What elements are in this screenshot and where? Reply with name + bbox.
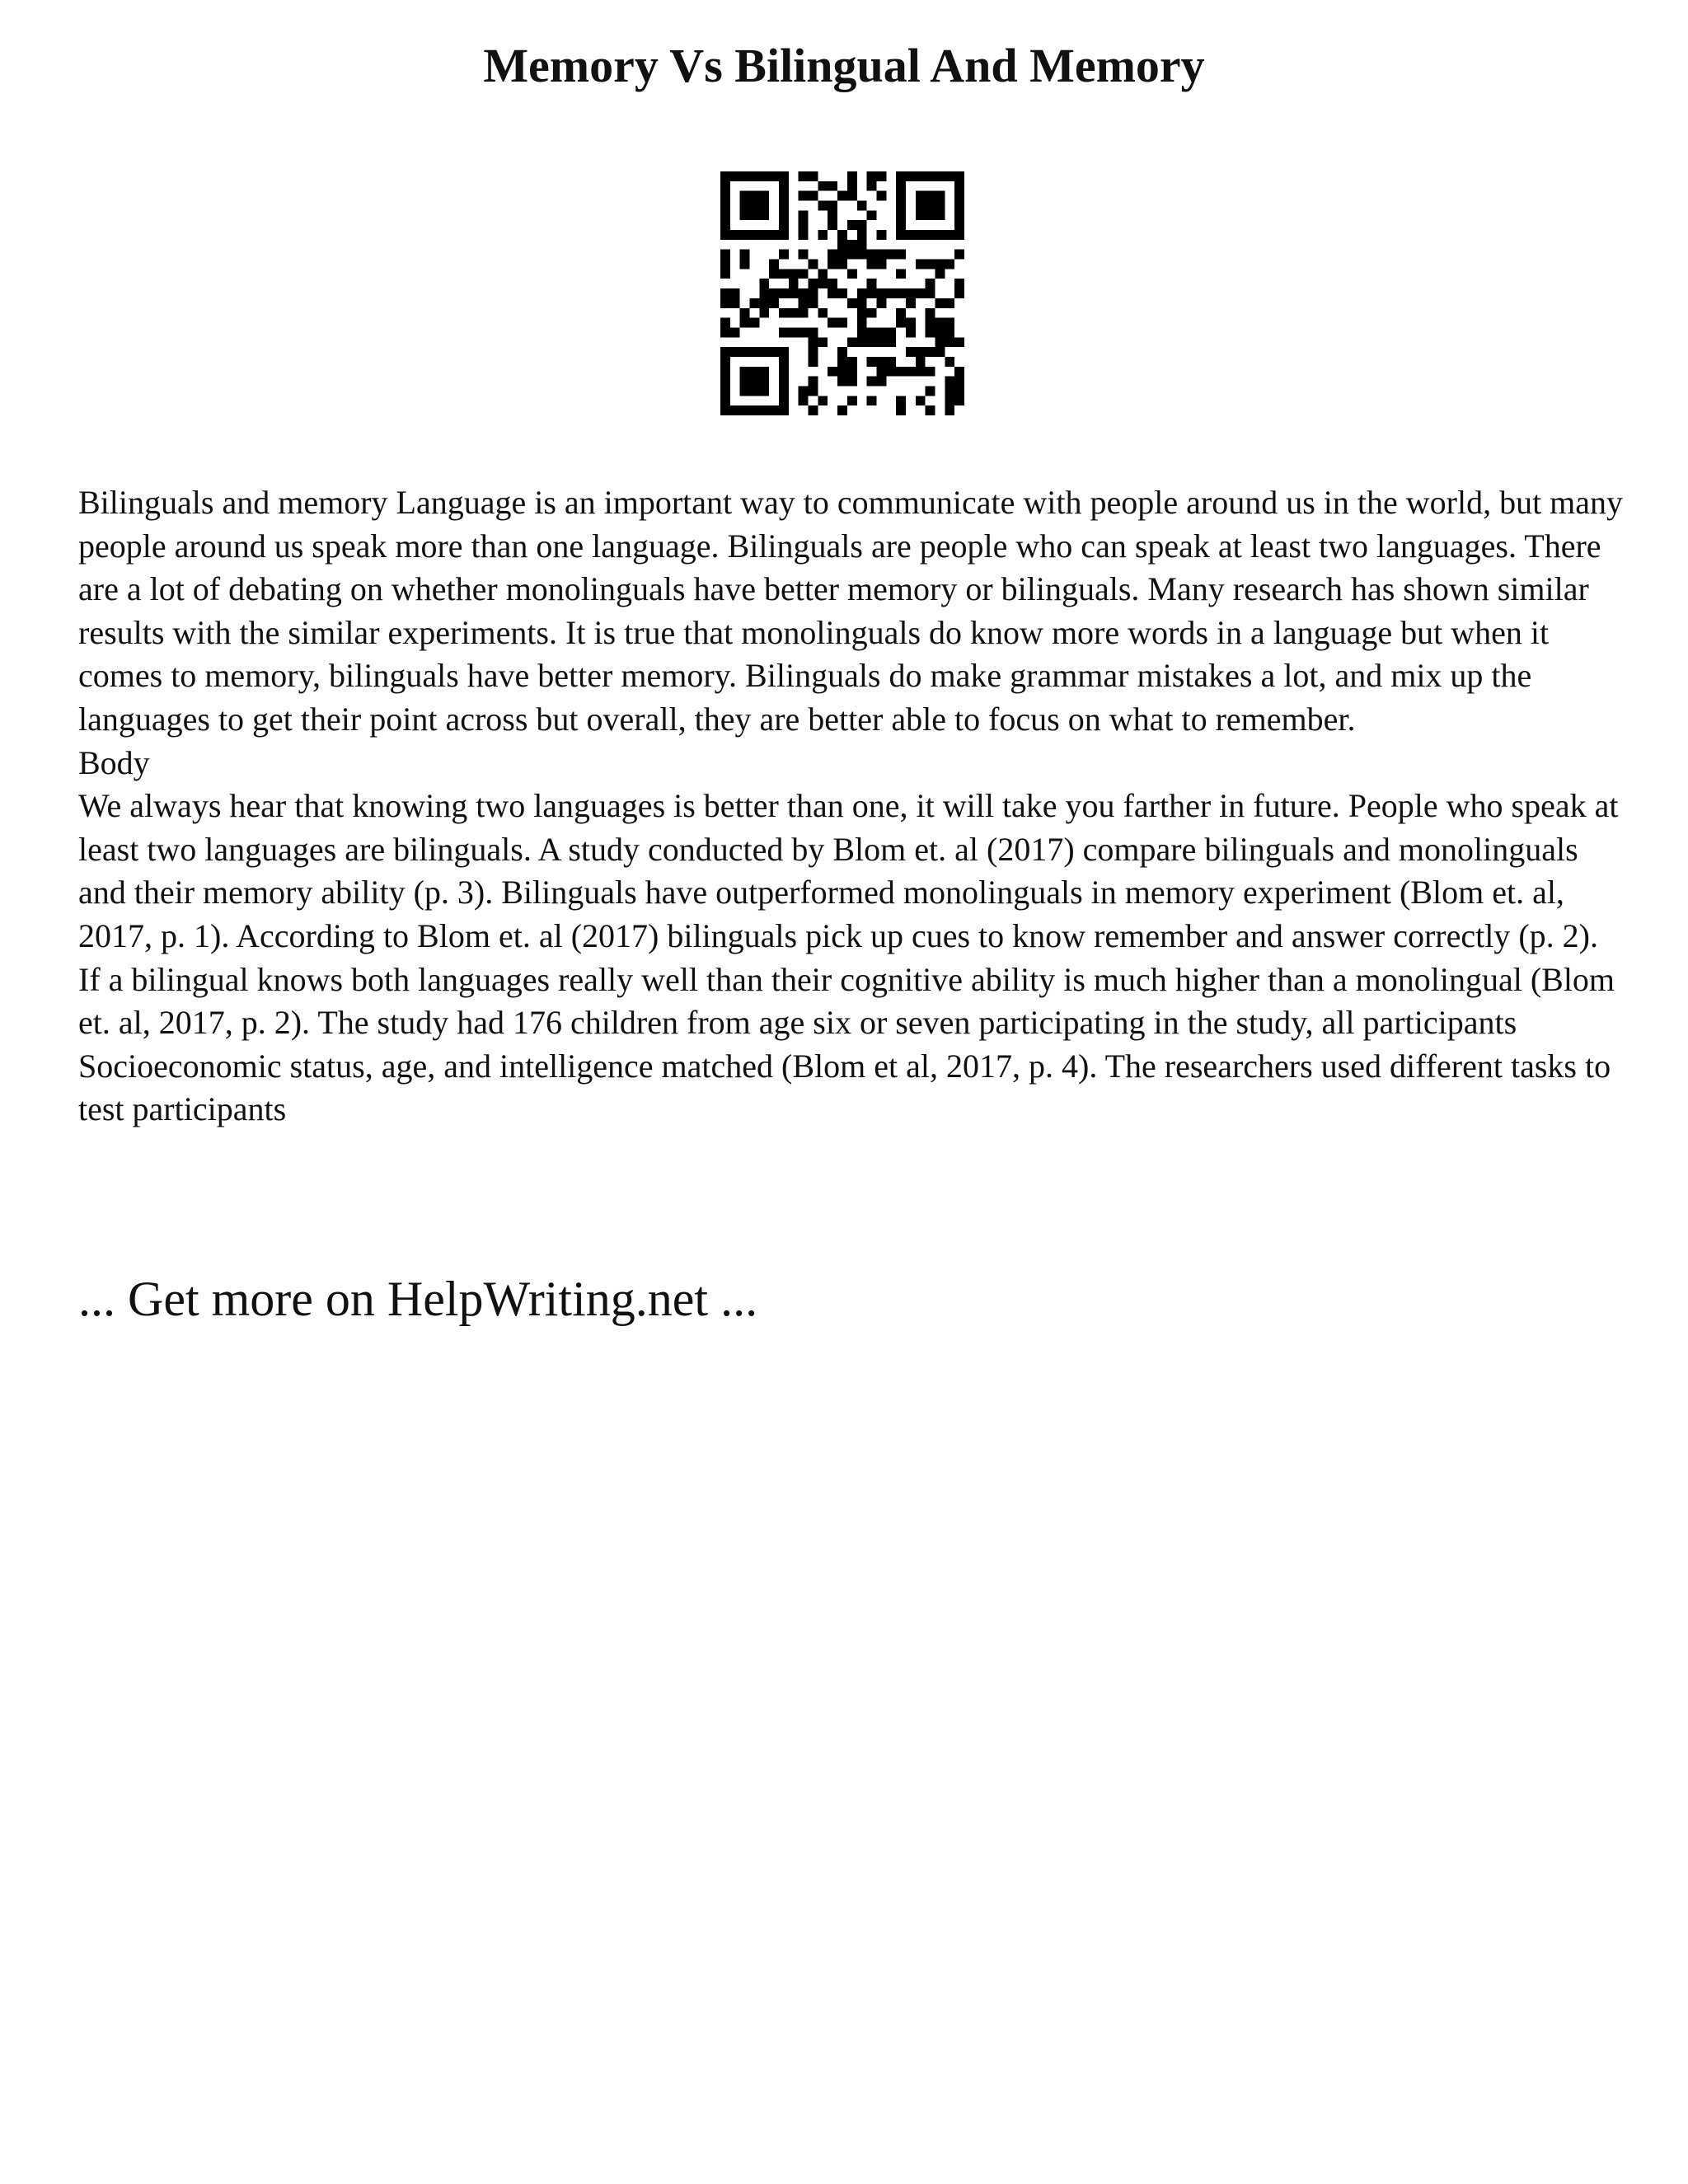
page-title: Memory Vs Bilingual And Memory [483,39,1205,92]
get-more-link[interactable]: ... Get more on HelpWriting.net ... [78,1272,758,1326]
body-paragraph: We always hear that knowing two languages is better than one, it will take you farther in future. People who speak at least two languages are bilinguals. A study conducted by Blom et. al (2017) compare bilinguals and monolinguals and their memory ability (p. 3). Bilinguals have outperformed monolinguals in memory experiment (Blom et. al, 2017, p. 1). According to Blom et. al (2017) bilinguals pick up cues to know remember and answer correctly (p. 2). If a bilingual knows both languages really well than their cognitive ability is much higher than a monolingual (Blom et. al, 2017, p. 2). The study had 176 children from age six or seven participating in the study, all participants Socioeconomic status, age, and intelligence matched (Blom et al, 2017, p. 4). The researchers used different tasks to test participants [78,787,1619,1128]
section-heading-body: Body [78,743,150,781]
qr-code-icon [720,171,964,415]
article-body [78,481,1628,1132]
intro-paragraph: Bilinguals and memory Language is an important way to communicate with people around us in the world, but many people around us speak more than one language. Bilinguals are people who can speak at least two languages. There are a lot of debating on whether monolinguals have better memory or bilinguals. Many research has shown similar results with the similar experiments. It is true that monolinguals do know more words in a language but when it comes to memory, bilinguals have better memory. Bilinguals do make grammar mistakes a lot, and mix up the languages to get their point across but overall, they are better able to focus on what to remember. [78,484,1624,738]
